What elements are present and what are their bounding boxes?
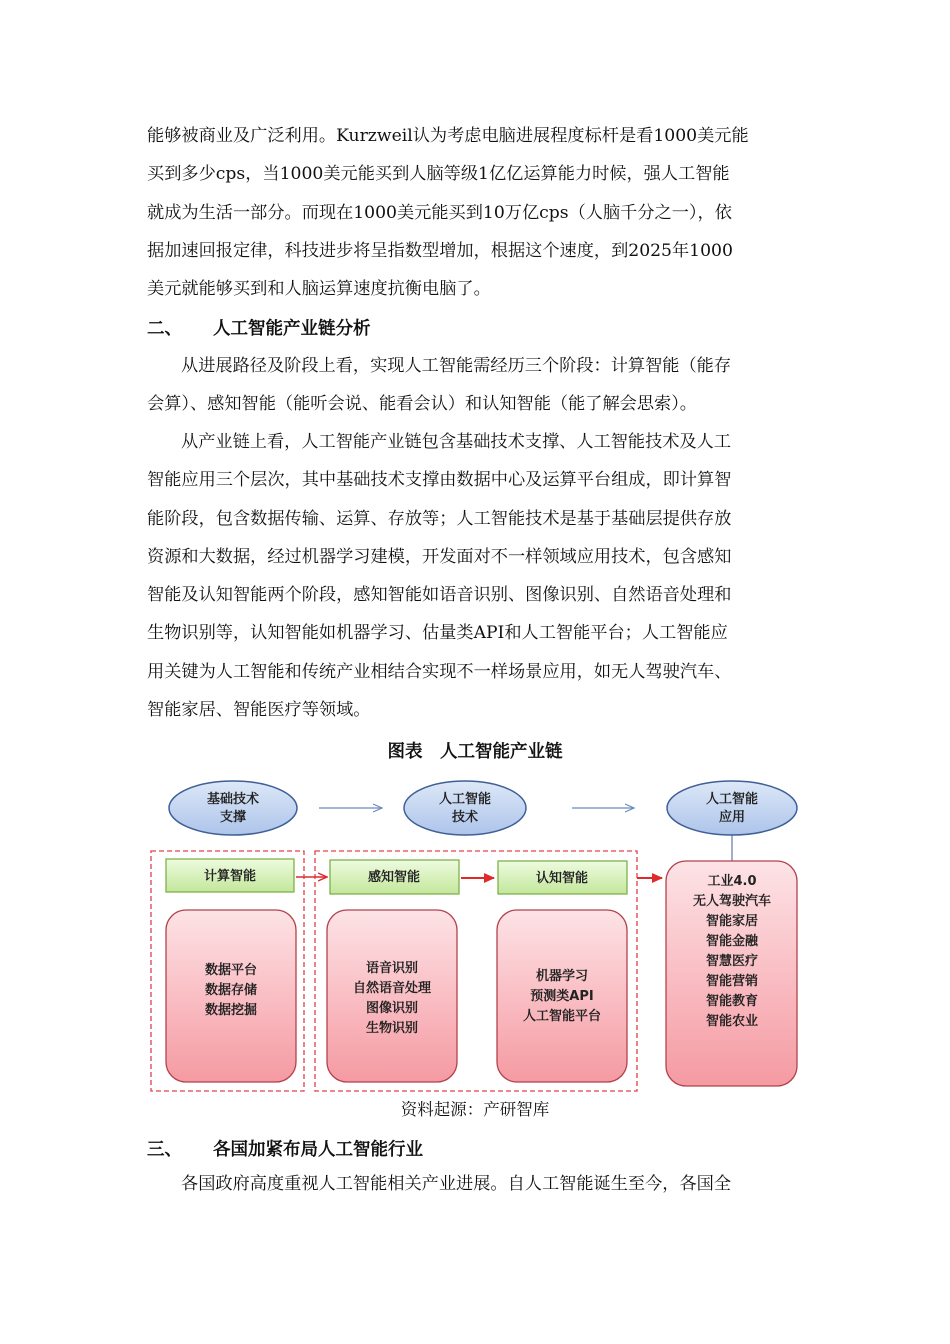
box-application-items [666, 861, 797, 1086]
paragraph-line: 用关键为人工智能和传统产业相结合实现不一样场景应用，如无人驾驶汽车、 [147, 661, 732, 682]
ellipse-label: 人工智能 [438, 792, 492, 807]
paragraph-line: 就成为生活一部分。而现在1000美元能买到10万亿cps（人脑千分之一），依 [147, 202, 732, 223]
box-item: 自然语音处理 [352, 981, 432, 996]
stage-cognitive-intelligence [498, 861, 627, 894]
box-item: 智慧医疗 [705, 954, 759, 969]
box-item: 无人驾驶汽车 [692, 894, 772, 909]
section-title: 各国加紧布局人工智能行业 [213, 1140, 423, 1160]
paragraph-line: 智能及认知智能两个阶段，感知智能如语音识别、图像识别、自然语音处理和 [147, 585, 732, 606]
box-item: 机器学习 [535, 969, 589, 984]
ellipse-ai-application [667, 781, 797, 835]
paragraph-line: 智能应用三个层次，其中基础技术支撑由数据中心及运算平台组成，即计算智 [147, 470, 732, 491]
paragraph-2 [147, 347, 807, 424]
box-item: 智能教育 [705, 994, 759, 1009]
paragraph-line: 智能家居、智能医疗等领域。 [147, 700, 371, 721]
section-heading-2 [147, 314, 371, 344]
section-heading-3 [147, 1135, 423, 1165]
paragraph-line: 资源和大数据，经过机器学习建模，开发面对不一样领域应用技术，包含感知 [147, 546, 732, 567]
paragraph-line: 从进展路径及阶段上看，实现人工智能需经历三个阶段：计算智能（能存 [181, 356, 732, 376]
paragraph-line: 会算）、感知智能（能听会说、能看会认）和认知智能（能了解会思索）。 [147, 394, 697, 415]
paragraph-line: 生物识别等，认知智能如机器学习、估量类API和人工智能平台；人工智能应 [147, 623, 728, 644]
paragraph-line: 从产业链上看，人工智能产业链包含基础技术支撑、人工智能技术及人工 [181, 432, 732, 452]
box-item: 数据存储 [204, 983, 258, 998]
ellipse-label: 支撑 [219, 810, 247, 825]
box-item: 智能家居 [705, 914, 759, 929]
stage-label: 计算智能 [203, 869, 257, 884]
paragraph-line: 美元就能够买到和人脑运算速度抗衡电脑了。 [147, 279, 491, 300]
ellipse-label: 技术 [451, 810, 479, 825]
paragraph-line: 据加速回报定律，科技进步将呈指数型增加，根据这个速度，到2025年1000 [147, 240, 733, 261]
box-item: 工业4.0 [707, 874, 757, 889]
paragraph-line: 能阶段，包含数据传输、运算、存放等；人工智能技术是基于基础层提供存放 [147, 508, 732, 529]
ellipse-label: 应用 [718, 810, 746, 825]
paragraph-3 [147, 423, 807, 729]
section-title: 人工智能产业链分析 [213, 319, 371, 339]
section-number: 三、 [147, 1140, 182, 1160]
box-item: 数据挖掘 [204, 1003, 258, 1018]
box-foundation-items [166, 910, 296, 1082]
paragraph-line: 买到多少cps，当1000美元能买到人脑等级1亿亿运算能力时候，强人工智能 [147, 164, 730, 185]
box-item: 智能金融 [705, 934, 759, 949]
figure-title: 图表 人工智能产业链 [387, 742, 563, 762]
ellipse-label: 人工智能 [705, 792, 759, 807]
figure-source: 资料起源：产研智库 [400, 1100, 550, 1119]
box-item: 预测类API [530, 989, 594, 1004]
box-perception-items [327, 910, 457, 1082]
box-item: 智能农业 [705, 1014, 759, 1029]
section-number: 二、 [147, 319, 182, 339]
paragraph-4 [147, 1165, 807, 1203]
box-item: 人工智能平台 [522, 1009, 602, 1024]
stage-label: 感知智能 [367, 870, 421, 885]
box-item: 图像识别 [365, 1001, 419, 1016]
paragraph-line: 各国政府高度重视人工智能相关产业进展。自人工智能诞生至今，各国全 [181, 1174, 732, 1194]
stage-perceptual-intelligence [330, 860, 459, 894]
paragraph-line: 能够被商业及广泛利用。Kurzweil认为考虑电脑进展程度标杆是看1000美元能 [147, 126, 749, 146]
ellipse-foundation [169, 781, 297, 835]
box-item: 生物识别 [365, 1021, 419, 1036]
ellipse-ai-tech [404, 781, 526, 835]
ellipse-label: 基础技术 [206, 792, 260, 807]
paragraph-1 [147, 117, 807, 308]
industry-chain-diagram [147, 777, 807, 1093]
box-item: 智能营销 [705, 974, 759, 989]
box-cognition-items [497, 910, 627, 1082]
stage-label: 认知智能 [535, 871, 589, 886]
stage-computing-intelligence [166, 859, 294, 892]
box-item: 数据平台 [204, 963, 258, 978]
box-item: 语音识别 [365, 961, 419, 976]
